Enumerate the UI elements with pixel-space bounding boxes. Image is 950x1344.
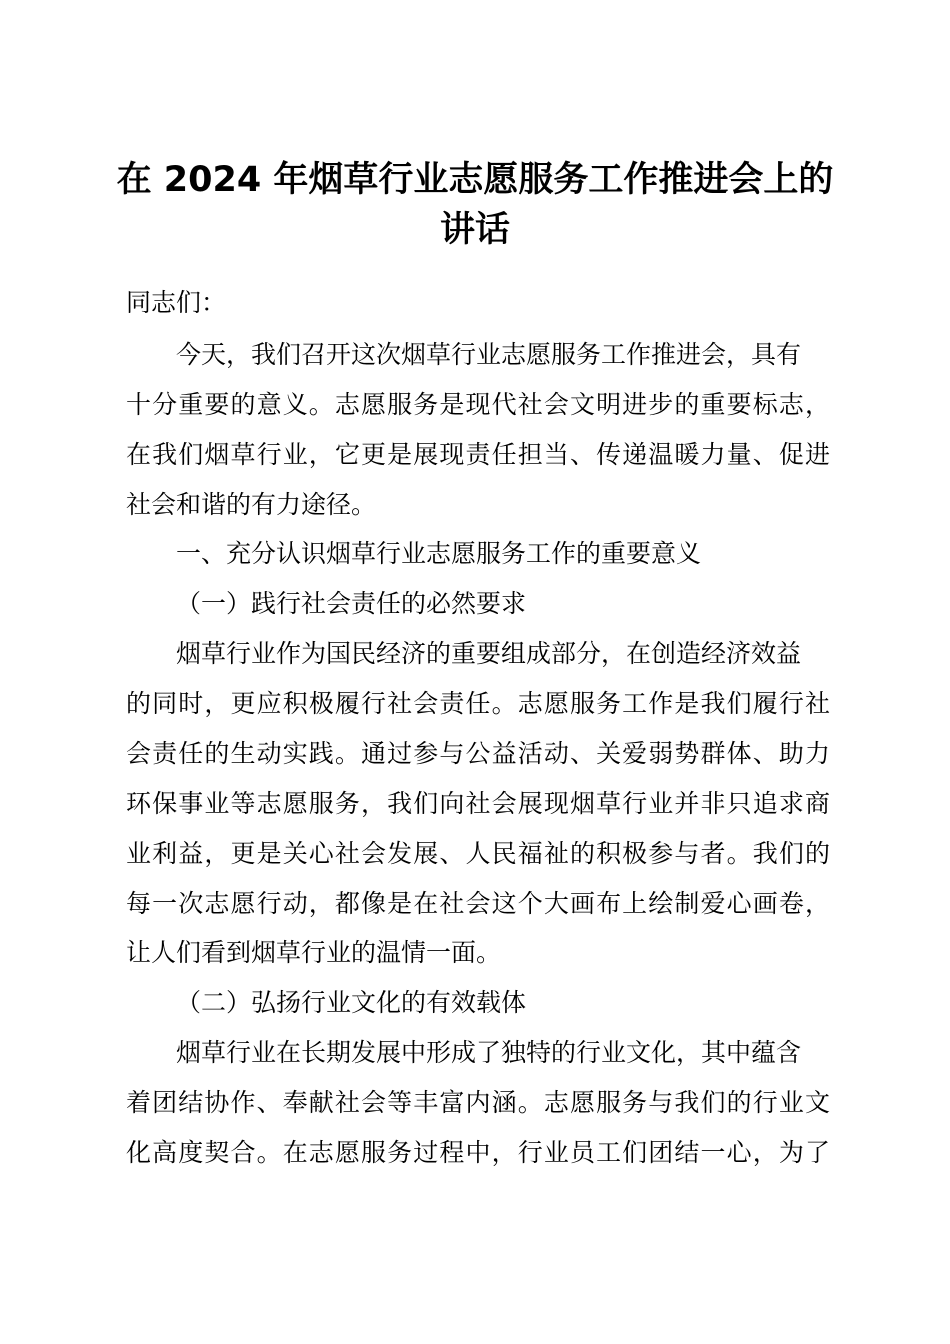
- document-title-line-1: 在 2024 年烟草行业志愿服务工作推进会上的: [116, 160, 834, 200]
- paragraph-line: 烟草行业作为国民经济的重要组成部分，在创造经济效益: [176, 639, 802, 668]
- salutation: 同志们：: [126, 288, 227, 317]
- paragraph-line: 的同时，更应积极履行社会责任。志愿服务工作是我们履行社: [126, 689, 830, 718]
- subsection-heading: （一）践行社会责任的必然要求: [176, 589, 527, 618]
- paragraph-line: 社会和谐的有力途径。: [126, 490, 377, 519]
- paragraph-line: 业利益，更是关心社会发展、人民福祉的积极参与者。我们的: [126, 839, 830, 868]
- paragraph-line: 今天，我们召开这次烟草行业志愿服务工作推进会，具有: [176, 340, 802, 369]
- paragraph-line: 烟草行业在长期发展中形成了独特的行业文化，其中蕴含: [176, 1038, 802, 1067]
- paragraph-line: 让人们看到烟草行业的温情一面。: [126, 938, 502, 967]
- paragraph-line: 环保事业等志愿服务，我们向社会展现烟草行业并非只追求商: [126, 789, 830, 818]
- paragraph-line: 十分重要的意义。志愿服务是现代社会文明进步的重要标志，: [126, 390, 830, 419]
- subsection-heading: （二）弘扬行业文化的有效载体: [176, 988, 527, 1017]
- paragraph-line: 化高度契合。在志愿服务过程中，行业员工们团结一心，为了: [126, 1138, 830, 1167]
- paragraph-line: 在我们烟草行业，它更是展现责任担当、传递温暖力量、促进: [126, 440, 830, 469]
- paragraph-line: 会责任的生动实践。通过参与公益活动、关爱弱势群体、助力: [126, 739, 830, 768]
- paragraph-line: 每一次志愿行动，都像是在社会这个大画布上绘制爱心画卷，: [126, 889, 830, 918]
- paragraph-line: 着团结协作、奉献社会等丰富内涵。志愿服务与我们的行业文: [126, 1088, 830, 1117]
- document-title-line-2: 讲话: [439, 210, 510, 250]
- section-heading: 一、充分认识烟草行业志愿服务工作的重要意义: [176, 539, 702, 568]
